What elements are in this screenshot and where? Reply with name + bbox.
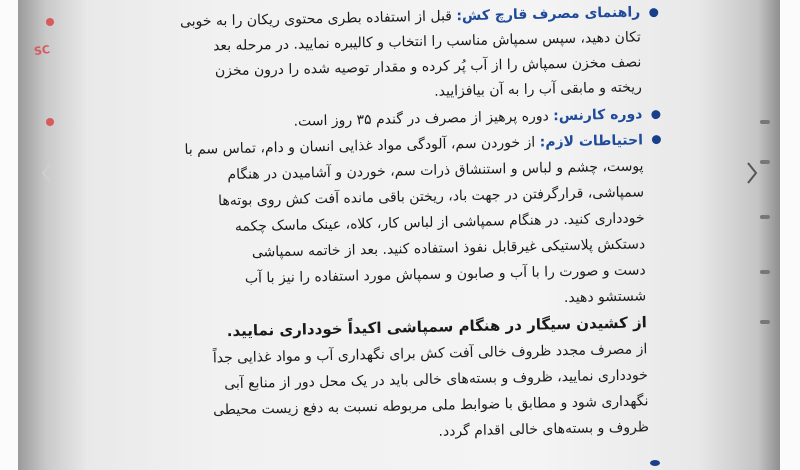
section-line: شستشو دهید. xyxy=(563,288,647,307)
section-line: نگهداری شود و مطابق با ضوابط ملی مربوطه نسبت به دفع زیست محیطی xyxy=(213,393,649,419)
section-line: دستکش پلاستیکی غیرقابل نفوذ استفاده کنید. بعد از خاتمه سمپاشی xyxy=(251,236,646,261)
bullet-icon xyxy=(652,135,661,144)
section-line: خودداری کنید. در هنگام سمپاشی از لباس کار، کلاه، عینک ماسک چکمه xyxy=(234,210,645,235)
edge-mark xyxy=(760,270,770,274)
label-edge-text: SC xyxy=(33,42,51,59)
bullet-icon xyxy=(649,8,658,17)
chevron-left-icon xyxy=(40,161,54,185)
label-edge-dot xyxy=(46,18,54,26)
label-right-edge xyxy=(754,120,774,340)
section-heading: راهنمای مصرف قارچ کش: xyxy=(456,4,641,25)
edge-mark xyxy=(760,215,770,219)
next-image-button[interactable] xyxy=(740,158,764,188)
product-label-photo xyxy=(18,0,780,470)
previous-image-button[interactable] xyxy=(35,158,59,188)
section-line: از مصرف مجدد ظروف خالی آفت کش برای نگهداری آب و مواد غذایی جداً xyxy=(212,341,648,367)
precautions-section xyxy=(121,127,667,451)
edge-mark xyxy=(760,320,770,324)
chevron-right-icon xyxy=(745,161,759,185)
section-line: ریخته و مابقی آب را به آن بیافزایید. xyxy=(434,79,642,100)
section-line: دوره پرهیز از مصرف در گندم ۳۵ روز است. xyxy=(293,108,549,130)
bullet-icon xyxy=(650,460,660,466)
section-line: نصف مخزن سمپاش را از آب پُر کرده و مقدار توصیه شده را درون مخزن xyxy=(214,54,642,80)
section-line: پوست، چشم و لباس و استنشاق ذرات سم، خوردن و آشامیدن در هنگام xyxy=(227,158,644,184)
section-heading: احتیاطات لازم: xyxy=(539,132,644,151)
edge-mark xyxy=(760,120,770,124)
section-line: سمپاشی، قرارگرفتن در جهت باد، ریختن باقی مانده آفت کش روی بوته‌ها xyxy=(218,184,645,210)
section-line: خودداری نمایید، ظروف و بسته‌های خالی باید در یک محل دور از منابع آبی xyxy=(224,367,649,393)
warning-bold-line: از کشیدن سیگار در هنگام سمپاشی اکیداً خودداری نمایید. xyxy=(226,313,647,341)
section-line: از خوردن سم، آلودگی مواد غذایی انسان و دام، تماس سم با xyxy=(184,134,536,158)
label-edge-print xyxy=(22,18,62,158)
usage-instructions-section xyxy=(118,0,660,111)
section-heading: دوره کارنس: xyxy=(553,106,643,125)
label-edge-dot xyxy=(46,118,54,126)
section-line: دست و صورت را با آب و صابون و سمپاش مورد استفاده را نیز با آب xyxy=(244,262,646,287)
section-line: تکان دهید، سپس سمپاش مناسب را انتخاب و کالیبره نمایید. در مرحله بعد xyxy=(212,29,641,55)
section-line: ظروف و بسته‌های خالی اقدام گردد. xyxy=(438,419,650,440)
section-line: قبل از استفاده بطری محتوی ریکان را به خوبی xyxy=(179,8,453,31)
bullet-icon xyxy=(651,110,660,119)
next-section-bullet xyxy=(642,458,660,468)
label-text-block xyxy=(118,0,667,451)
